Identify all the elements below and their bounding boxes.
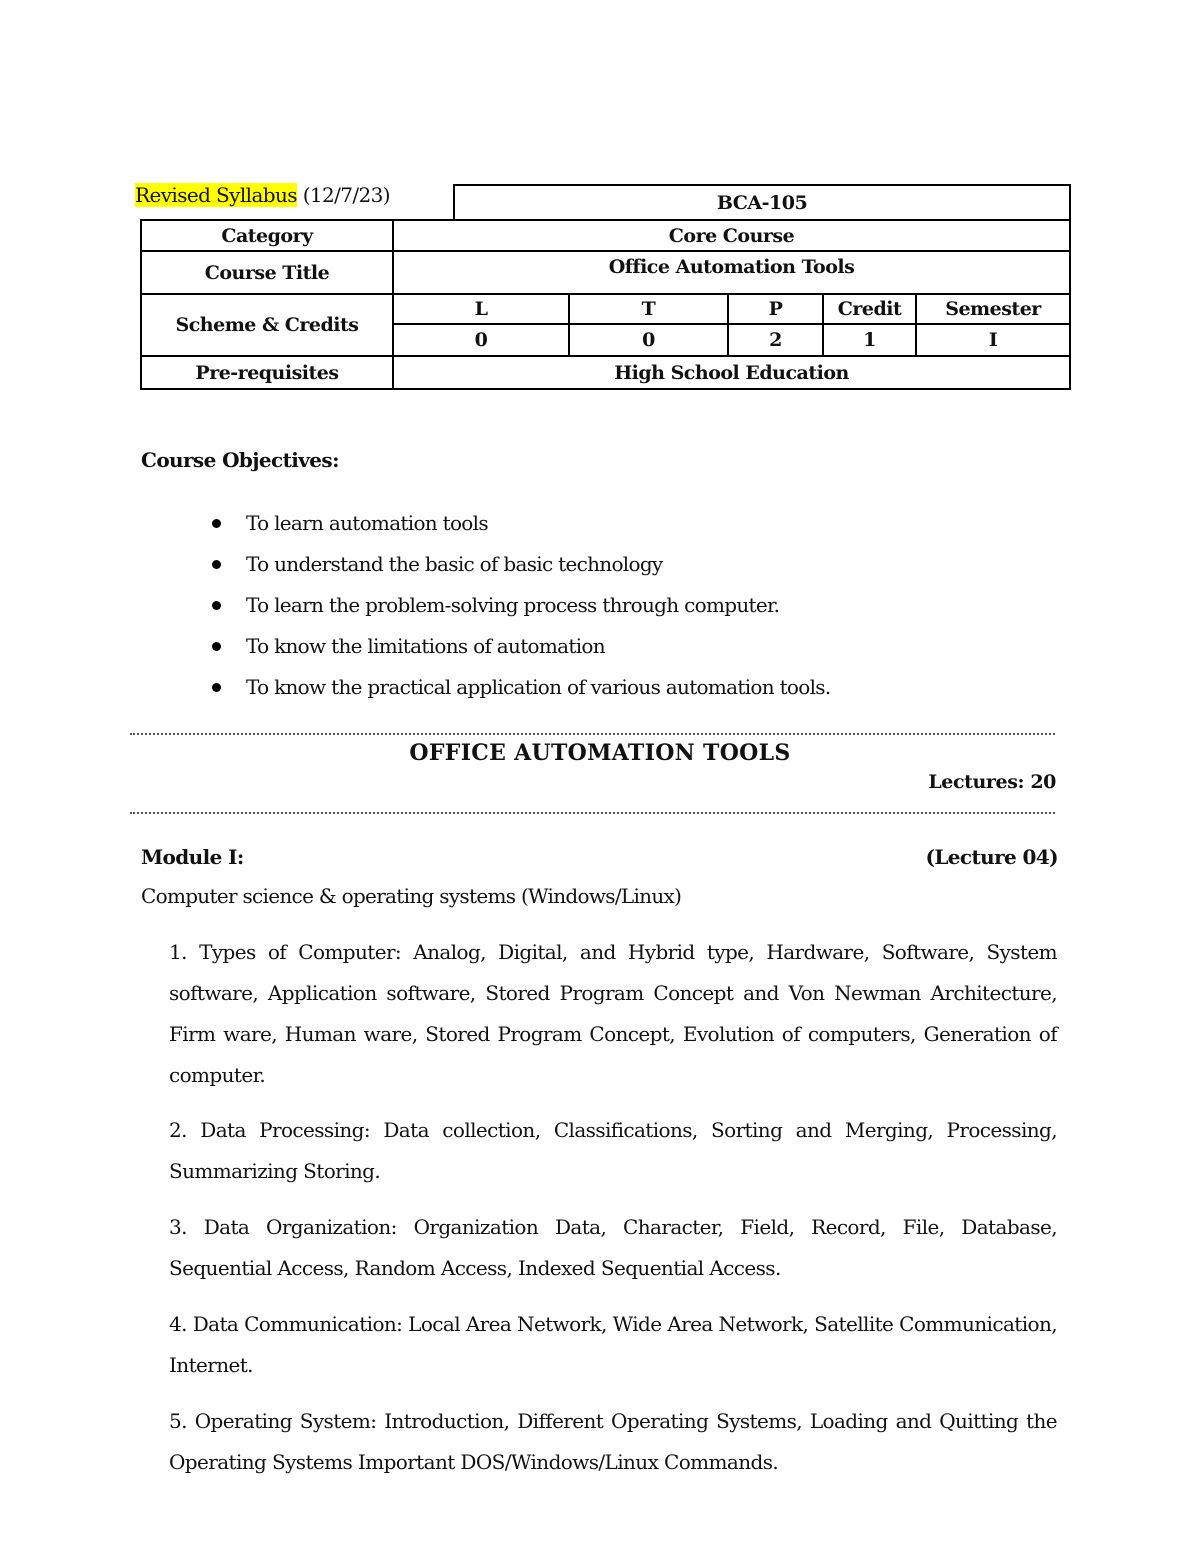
table-row	[141, 251, 1070, 294]
section-title: OFFICE AUTOMATION TOOLS	[409, 740, 791, 766]
scheme-value-p: 2	[728, 324, 823, 356]
scheme-value-semester: I	[916, 324, 1070, 356]
revised-date: (12/7/23)	[302, 183, 390, 207]
scheme-header-credit: Credit	[823, 294, 916, 324]
module-subtitle: Computer science & operating systems (Windows/Linux)	[141, 884, 682, 908]
objective-text: To understand the basic of basic technology	[246, 552, 663, 576]
blank-cell	[141, 185, 454, 220]
bullet-icon	[212, 560, 221, 569]
bullet-icon	[212, 683, 221, 692]
module-point: 5. Operating System: Introduction, Different Operating Systems, Loading and Quitting the Operating Systems Important DOS/Windows/Linux Commands.	[169, 1409, 1057, 1474]
dotted-divider	[130, 812, 1055, 814]
bullet-icon	[212, 642, 221, 651]
bullet-icon	[212, 601, 221, 610]
module-point: 1. Types of Computer: Analog, Digital, and Hybrid type, Hardware, Software, System software, Application software, Stored Program Concept and Von Newman Architecture, Firm ware, Human ware, Stored Program Concept, Evolution of computers, Generation of computer.	[169, 940, 1057, 1087]
category-label: Category	[141, 220, 393, 251]
course-objectives-heading: Course Objectives:	[141, 448, 339, 472]
course-info-table	[140, 184, 1071, 390]
scheme-value-credit: 1	[823, 324, 916, 356]
table-row	[141, 220, 1070, 251]
course-code: BCA-105	[454, 185, 1070, 220]
prereq-value: High School Education	[393, 356, 1070, 389]
module-point: 4. Data Communication: Local Area Network, Wide Area Network, Satellite Communication, Internet.	[169, 1312, 1057, 1377]
list-item	[208, 508, 1008, 549]
list-item	[208, 549, 1008, 590]
prereq-label: Pre-requisites	[141, 356, 393, 389]
table-row	[141, 294, 1070, 324]
bullet-icon	[212, 519, 221, 528]
scheme-header-semester: Semester	[916, 294, 1070, 324]
scheme-header-p: P	[728, 294, 823, 324]
list-item	[208, 590, 1008, 631]
table-row	[141, 185, 1070, 220]
module-lecture: (Lecture 04)	[925, 845, 1058, 869]
scheme-value-t: 0	[569, 324, 728, 356]
lectures-count: Lectures: 20	[928, 771, 1056, 793]
category-value: Core Course	[393, 220, 1070, 251]
scheme-label: Scheme & Credits	[141, 294, 393, 356]
scheme-header-t: T	[569, 294, 728, 324]
course-title-label: Course Title	[141, 251, 393, 294]
list-item	[208, 631, 1008, 672]
module-label: Module I:	[141, 845, 244, 869]
dotted-divider	[130, 733, 1055, 735]
scheme-value-l: 0	[393, 324, 569, 356]
module-point: 3. Data Organization: Organization Data, Character, Field, Record, File, Database, Sequential Access, Random Access, Indexed Sequential Access.	[169, 1215, 1057, 1280]
objective-text: To know the practical application of various automation tools.	[246, 675, 831, 699]
objective-text: To know the limitations of automation	[246, 634, 605, 658]
module-point: 2. Data Processing: Data collection, Classifications, Sorting and Merging, Processing, Summarizing Storing.	[169, 1118, 1057, 1183]
list-item	[208, 672, 1008, 713]
scheme-header-l: L	[393, 294, 569, 324]
table-row	[141, 356, 1070, 389]
revised-label: Revised Syllabus	[135, 183, 297, 207]
objective-text: To learn automation tools	[246, 511, 488, 535]
course-title-value: Office Automation Tools	[393, 251, 1070, 294]
objectives-list	[208, 508, 1008, 713]
objective-text: To learn the problem-solving process through computer.	[246, 593, 780, 617]
